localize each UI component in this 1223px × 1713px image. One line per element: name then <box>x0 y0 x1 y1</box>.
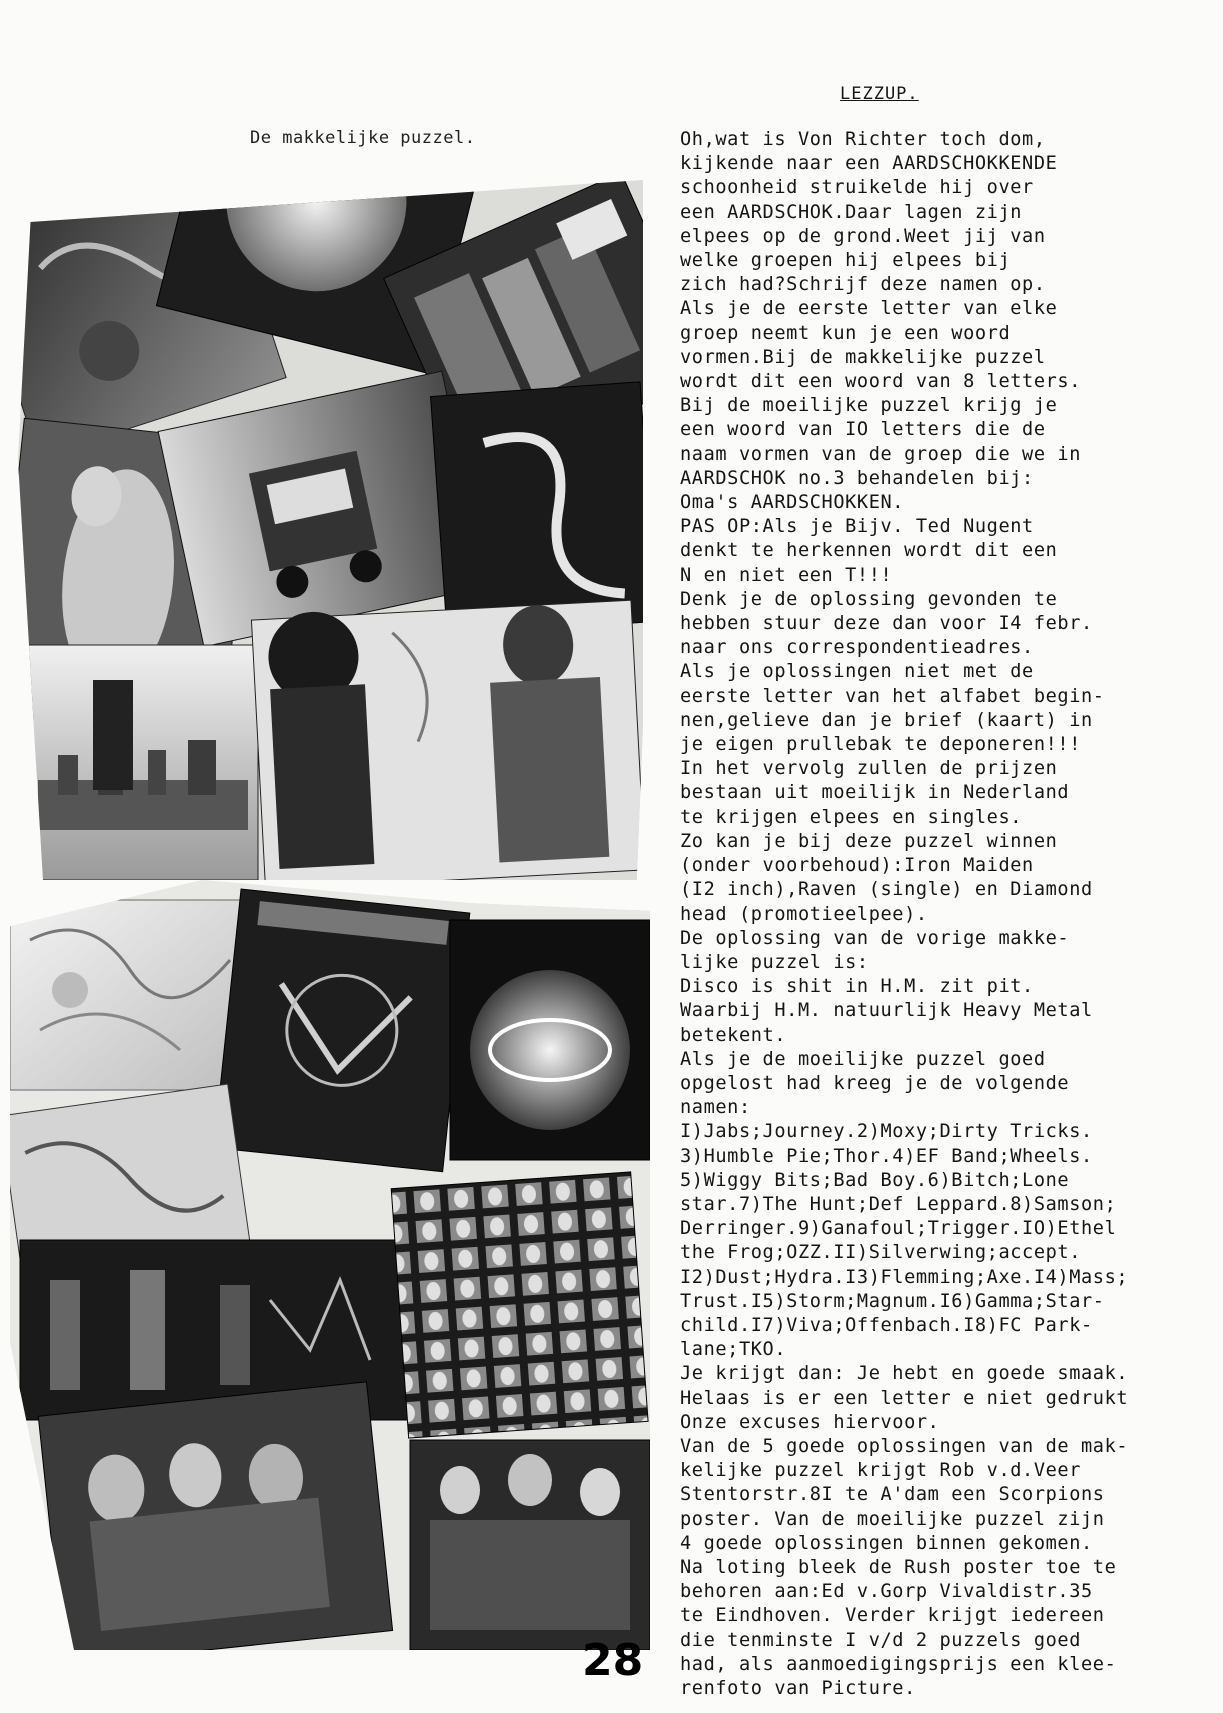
article-line: groep neemt kun je een woord <box>680 322 1011 344</box>
hard-collage-photos <box>10 880 650 1650</box>
article-line: star.7)The Hunt;Def Leppard.8)Samson; <box>680 1193 1117 1215</box>
article-line: naar ons correspondentieadres. <box>680 637 1034 659</box>
article-line: te krijgen elpees en singles. <box>680 806 1023 828</box>
article-line: renfoto van Picture. <box>680 1678 916 1699</box>
article-line: Trust.I5)Storm;Magnum.I6)Gamma;Star- <box>680 1290 1105 1312</box>
article-line: N en niet een T!!! <box>680 564 893 586</box>
article-line: De oplossing van de vorige makke- <box>680 927 1070 949</box>
article-line: zich had?Schrijf deze namen op. <box>680 274 1046 296</box>
article-line: In het vervolg zullen de prijzen <box>680 758 1058 780</box>
article-line: (onder voorbehoud):Iron Maiden <box>680 855 1034 877</box>
easy-puzzle-caption: De makkelijke puzzel. <box>250 128 476 148</box>
article-line: (I2 inch),Raven (single) en Diamond <box>680 879 1093 901</box>
easy-puzzle-collage-image <box>18 180 643 880</box>
article-line: poster. Van de moeilijke puzzel zijn <box>680 1508 1105 1530</box>
article-line: had, als aanmoedigingsprijs een klee- <box>680 1653 1117 1675</box>
article-line: child.I7)Viva;Offenbach.I8)FC Park- <box>680 1314 1093 1336</box>
article-line: Je krijgt dan: Je hebt en goede smaak. <box>680 1363 1129 1385</box>
article-line: kelijke puzzel krijgt Rob v.d.Veer <box>680 1460 1082 1482</box>
article-line: Als je de moeilijke puzzel goed <box>680 1048 1046 1070</box>
article-line: Oh,wat is Von Richter toch dom, <box>680 129 1046 150</box>
article-line: Bij de moeilijke puzzel krijg je <box>680 395 1058 417</box>
article-line: vormen.Bij de makkelijke puzzel <box>680 346 1046 368</box>
article-line: Na loting bleek de Rush poster toe te <box>680 1556 1117 1578</box>
article-line: Derringer.9)Ganafoul;Trigger.IO)Ethel <box>680 1218 1117 1240</box>
article-line: eerste letter van het alfabet begin- <box>680 685 1105 707</box>
page-number: 28 <box>582 1635 644 1686</box>
article-line: nen,gelieve dan je brief (kaart) in <box>680 709 1093 731</box>
article-line: Oma's AARDSCHOKKEN. <box>680 492 905 514</box>
article-line: AARDSCHOK no.3 behandelen bij: <box>680 467 1034 489</box>
article-line: I)Jabs;Journey.2)Moxy;Dirty Tricks. <box>680 1121 1093 1143</box>
article-line: head (promotieelpee). <box>680 903 928 925</box>
article-line: elpees op de grond.Weet jij van <box>680 225 1046 247</box>
article-line: schoonheid struikelde hij over <box>680 177 1034 199</box>
article-line: the Frog;OZZ.II)Silverwing;accept. <box>680 1242 1082 1264</box>
article-line: een woord van IO letters die de <box>680 419 1046 441</box>
article-line: te Eindhoven. Verder krijgt iedereen <box>680 1605 1105 1627</box>
article-line: hebben stuur deze dan voor I4 febr. <box>680 613 1093 635</box>
article-line: lijke puzzel is: <box>680 951 869 973</box>
article-line: Zo kan je bij deze puzzel winnen <box>680 830 1058 852</box>
article-line: behoren aan:Ed v.Gorp Vivaldistr.35 <box>680 1581 1093 1603</box>
article-line: denkt te herkennen wordt dit een <box>680 540 1058 562</box>
article-line: die tenminste I v/d 2 puzzels goed <box>680 1629 1082 1651</box>
article-line: Als je de eerste letter van elke <box>680 298 1058 320</box>
article-line: kijkende naar een AARDSCHOKKENDE <box>680 153 1058 175</box>
article-line: je eigen prullebak te deponeren!!! <box>680 734 1082 756</box>
article-line: lane;TKO. <box>680 1339 787 1361</box>
article-line: I2)Dust;Hydra.I3)Flemming;Axe.I4)Mass; <box>680 1266 1129 1288</box>
article-line: naam vormen van de groep die we in <box>680 443 1082 465</box>
article-line: opgelost had kreeg je de volgende <box>680 1072 1070 1094</box>
article-line: Disco is shit in H.M. zit pit. <box>680 976 1034 998</box>
article-body <box>680 128 1210 1701</box>
article-line: Waarbij H.M. natuurlijk Heavy Metal <box>680 1000 1093 1022</box>
article-line: Onze excuses hiervoor. <box>680 1411 940 1433</box>
article-line: 4 goede oplossingen binnen gekomen. <box>680 1532 1093 1554</box>
article-line: Van de 5 goede oplossingen van de mak- <box>680 1435 1129 1457</box>
article-line: bestaan uit moeilijk in Nederland <box>680 782 1070 804</box>
article-line: betekent. <box>680 1024 787 1046</box>
article-line: Helaas is er een letter e niet gedrukt <box>680 1387 1129 1409</box>
article-line: namen: <box>680 1097 751 1119</box>
article-line: 3)Humble Pie;Thor.4)EF Band;Wheels. <box>680 1145 1093 1167</box>
article-line: Denk je de oplossing gevonden te <box>680 588 1058 610</box>
article-line: wordt dit een woord van 8 letters. <box>680 371 1082 393</box>
hard-puzzle-collage-image <box>10 880 650 1650</box>
article-line: 5)Wiggy Bits;Bad Boy.6)Bitch;Lone <box>680 1169 1070 1191</box>
article-line: Als je oplossingen niet met de <box>680 661 1034 683</box>
article-line: PAS OP:Als je Bijv. Ted Nugent <box>680 516 1034 538</box>
article-line: welke groepen hij elpees bij <box>680 250 1011 272</box>
easy-collage-photos <box>18 180 643 880</box>
article-line: een AARDSCHOK.Daar lagen zijn <box>680 201 1023 223</box>
article-line: Stentorstr.8I te A'dam een Scorpions <box>680 1484 1105 1506</box>
article-title: LEZZUP. <box>840 84 919 104</box>
